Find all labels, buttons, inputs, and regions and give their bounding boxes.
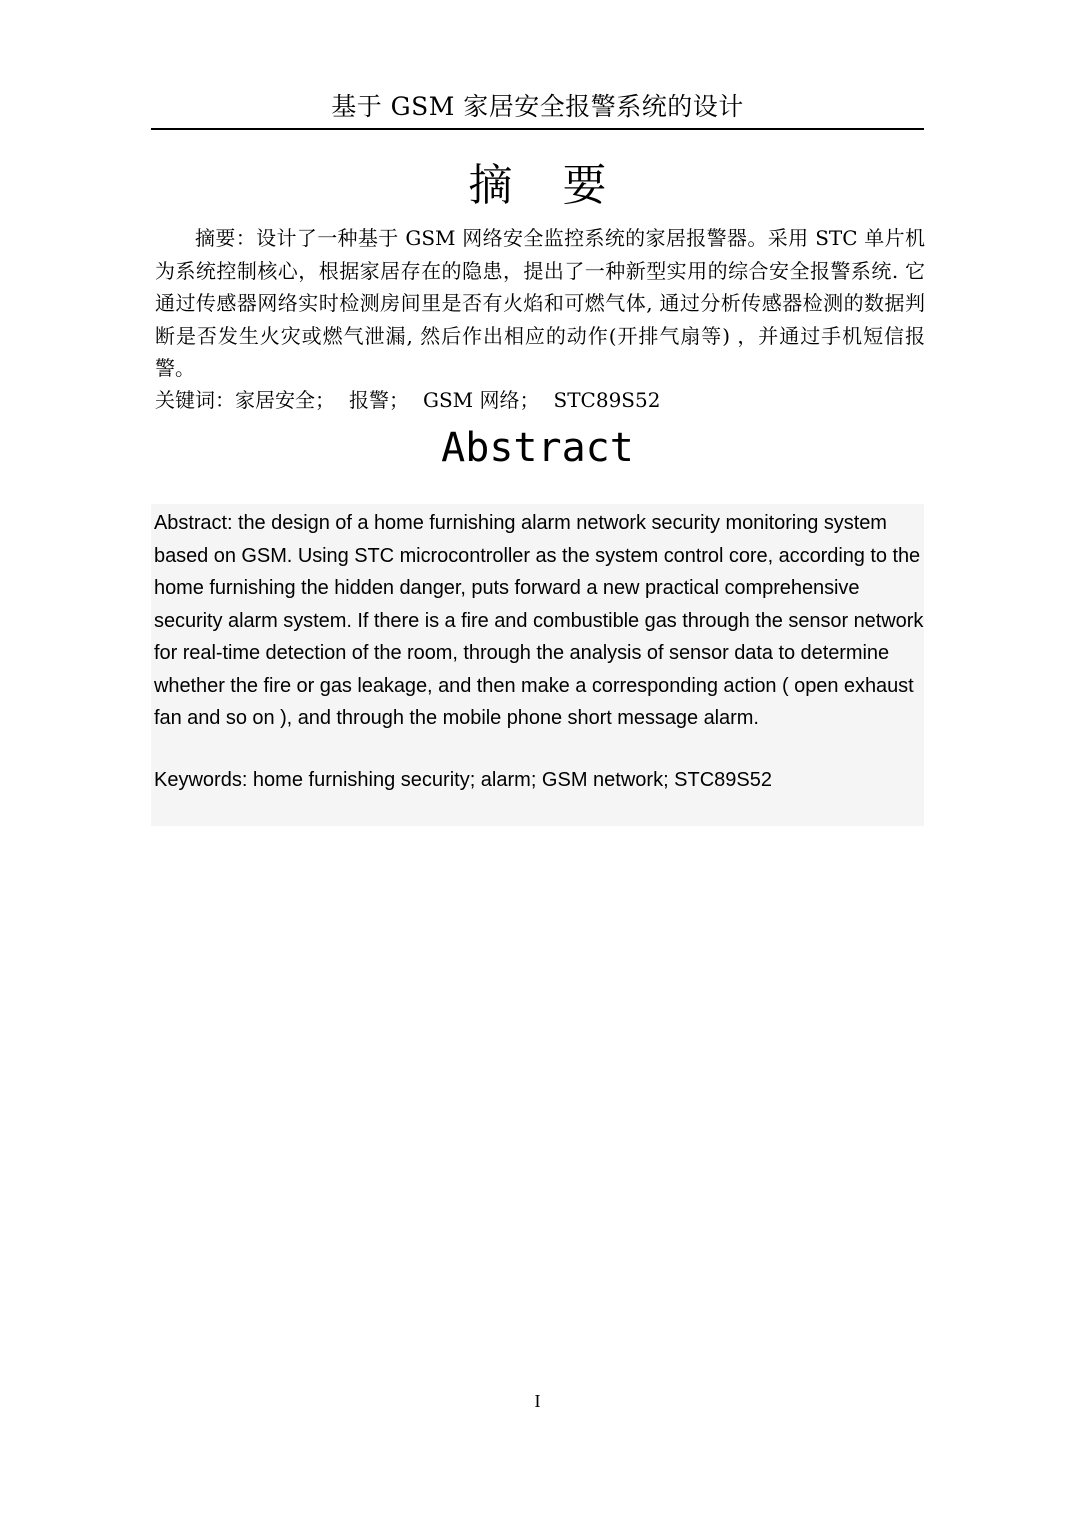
chinese-abstract-text: 摘要：设计了一种基于 GSM 网络安全监控系统的家居报警器。采用 STC 单片机为系统控制核心，根据家居存在的隐患，提出了一种新型实用的综合安全报警系统. 它通过传感器网络实时检测房间里是否有火焰和可燃气体, 通过分析传感器检测的数据判断是否发生火灾或燃气泄漏, 然后作出相应的动作(开排气扇等) ，并通过手机短信报警。 [155, 226, 925, 380]
running-header [151, 86, 924, 130]
heading-char-1: 摘 [468, 160, 513, 211]
english-abstract-block [151, 504, 924, 826]
header-title: 基于 GSM 家居安全报警系统的设计 [331, 92, 744, 121]
chinese-abstract-heading [151, 156, 924, 216]
keyword-item: 家居安全； [235, 388, 335, 412]
keyword-item: 报警； [349, 388, 409, 412]
page-number: I [534, 1391, 541, 1411]
keywords-label: 关键词： [155, 388, 235, 412]
keyword-item: STC89S52 [553, 388, 661, 412]
heading-char-2: 要 [562, 160, 607, 211]
english-abstract-text: Abstract: the design of a home furnishing alarm network security monitoring system based on GSM. Using STC microcontroller as the system control core, according to the home furnishing the hidden danger, puts forward a new practical comprehensive security alarm system. If there is a fire and combustible gas through the sensor network for real-time detection of the room, through the analysis of sensor data to determine whether the fire or gas leakage, and then make a corresponding action ( open exhaust fan and so on ), and through the mobile phone short message alarm. [154, 512, 924, 729]
english-abstract-heading: Abstract [441, 425, 634, 471]
chinese-keywords [155, 384, 925, 416]
english-keywords: Keywords: home furnishing security; alarm; GSM network; STC89S52 [154, 768, 773, 791]
keyword-item: GSM 网络； [423, 388, 540, 412]
